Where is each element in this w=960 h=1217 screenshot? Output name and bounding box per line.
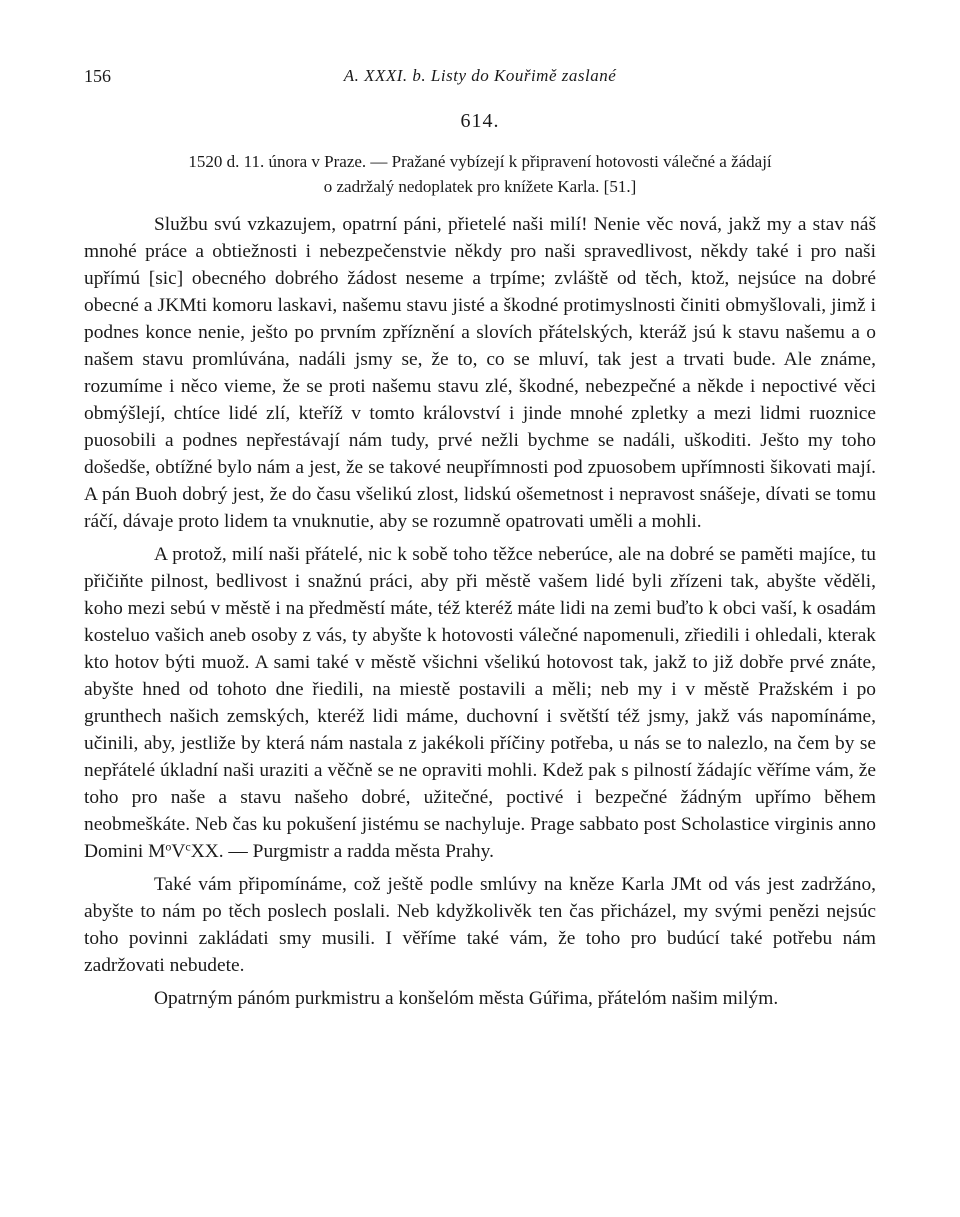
date-roman-v: V (171, 841, 186, 862)
document-number: 614. (460, 110, 500, 132)
regest-line-2: o zadržalý nedoplatek pro knížete Karla. [51.] (323, 177, 637, 196)
running-head (84, 60, 876, 90)
date-superscript-c: c (185, 839, 191, 854)
paragraph-1: Službu svú vzkazujem, opatrní páni, přietelé naši milí! Nenie věc nová, jakž my a stav náš mnohé práce a obtiežnosti i nebezpečenstvie někdy pro naši spravedlivost, někdy také i pro naši upřímú [sic] obecného dobrého žádost neseme a trpíme; zvláště od těch, ktož, nejsúce na dobré obecné a JKMti komoru laskavi, našemu stavu jisté a škodné protimyslnosti činiti obmyšlovali, jimž i podnes konce nenie, ješto po prvním zpříznění a slovích přátelských, kteráž jsú k stavu našemu a o našem stavu promlúvána, nadáli jsmy se, že to, co se mluví, tak jest a trvati bude. Ale známe, rozumíme i něco vieme, že se proti našemu stavu zlé, škodné, nebezpečné a někde i nepoctivé věci obmýšlejí, chtíce lidé zlí, kteříž v tomto království i jinde mnohé zpletky a mezi lidmi ruoznice puosobili a podnes nepřestávají nám tudy, prvé nežli bychme se nadáli, uškoditi. Ješto my toho došedše, obtížné bylo nám a jest, že se takové neupřímnosti pod zpuosobem upřímnosti šikovati mají. A pán Buoh dobrý jest, že do času všelikú zlost, lidskú ošemetnost i nepravost snášeje, dívati se tomu ráčí, dávaje proto lidem ta vnuknutie, aby se rozumně opatrovati uměli a mohli. (84, 214, 876, 532)
page-number: 156 (84, 66, 111, 86)
date-superscript-o: o (165, 839, 172, 854)
running-title: A. XXXI. b. Listy do Kouřimě zaslané (343, 66, 617, 85)
address-line: Opatrným pánóm purkmistru a konšelóm města Gúřima, přátelóm našim milým. (154, 988, 779, 1009)
paragraph-2 (84, 541, 876, 865)
paragraph-3: Také vám připomínáme, což ještě podle smlúvy na kněze Karla JMt od vás jest zadržáno, abyšte to nám po těch poslech poslali. Neb kdyžkolivěk ten čas přicházel, my svými penězi nejsúc toho povinni zakládati smy musili. I věříme také vám, že toho pro budúcí také potřebu nám zadržovati nebudete. (84, 874, 876, 976)
regest (98, 149, 862, 199)
letter-body (84, 211, 876, 1012)
page (84, 60, 876, 1012)
regest-line-1: 1520 d. 11. února v Praze. — Pražané vybízejí k připravení hotovosti válečné a žádají (188, 152, 772, 171)
paragraph-2-text: A protož, milí naši přátelé, nic k sobě toho těžce neberúce, ale na dobré se paměti majíce, tu přičiňte pilnost, bedlivost i snažnú práci, aby při městě vašem lidé byli zřízeni tak, abyšte věděli, koho mezi sebú v městě i na předměstí máte, též kteréž máte lidi na zemi buďto k obci vaší, k osadám kosteluo vašich aneb osoby z vás, ty abyšte k hotovosti válečné napomenuli, zřiedili i ohledali, kterak kto hotov býti muož. A sami také v městě všichni všelikú hotovost tak, jakž to již dobře prvé znáte, abyšte hned od tohoto dne řiedili, na miestě postavili a měli; neb my i v městě Pražském i po grunthech našich zemských, kteréž lidi máme, duchovní i světští též jsmy, jakž vás napomínáme, učinili, aby, jestliže by která nám nastala z jakékoli příčiny potřeba, u nás se to nalezlo, na čem by se nepřátelé úkladní naši uraziti a věčně se ne opraviti mohli. Kdež pak s pilností žádajíc věříme vám, že toho pro naše a stavu našeho dobré, užitečné, poctivé i bezpečné žádným upřímo během neobmeškáte. Neb čas ku pokušení jistému se nachyluje. Prage sabbato post Scholastice virginis anno Domini M (84, 544, 876, 862)
date-tail-signature: XX. — Purgmistr a radda města Prahy. (190, 841, 494, 862)
